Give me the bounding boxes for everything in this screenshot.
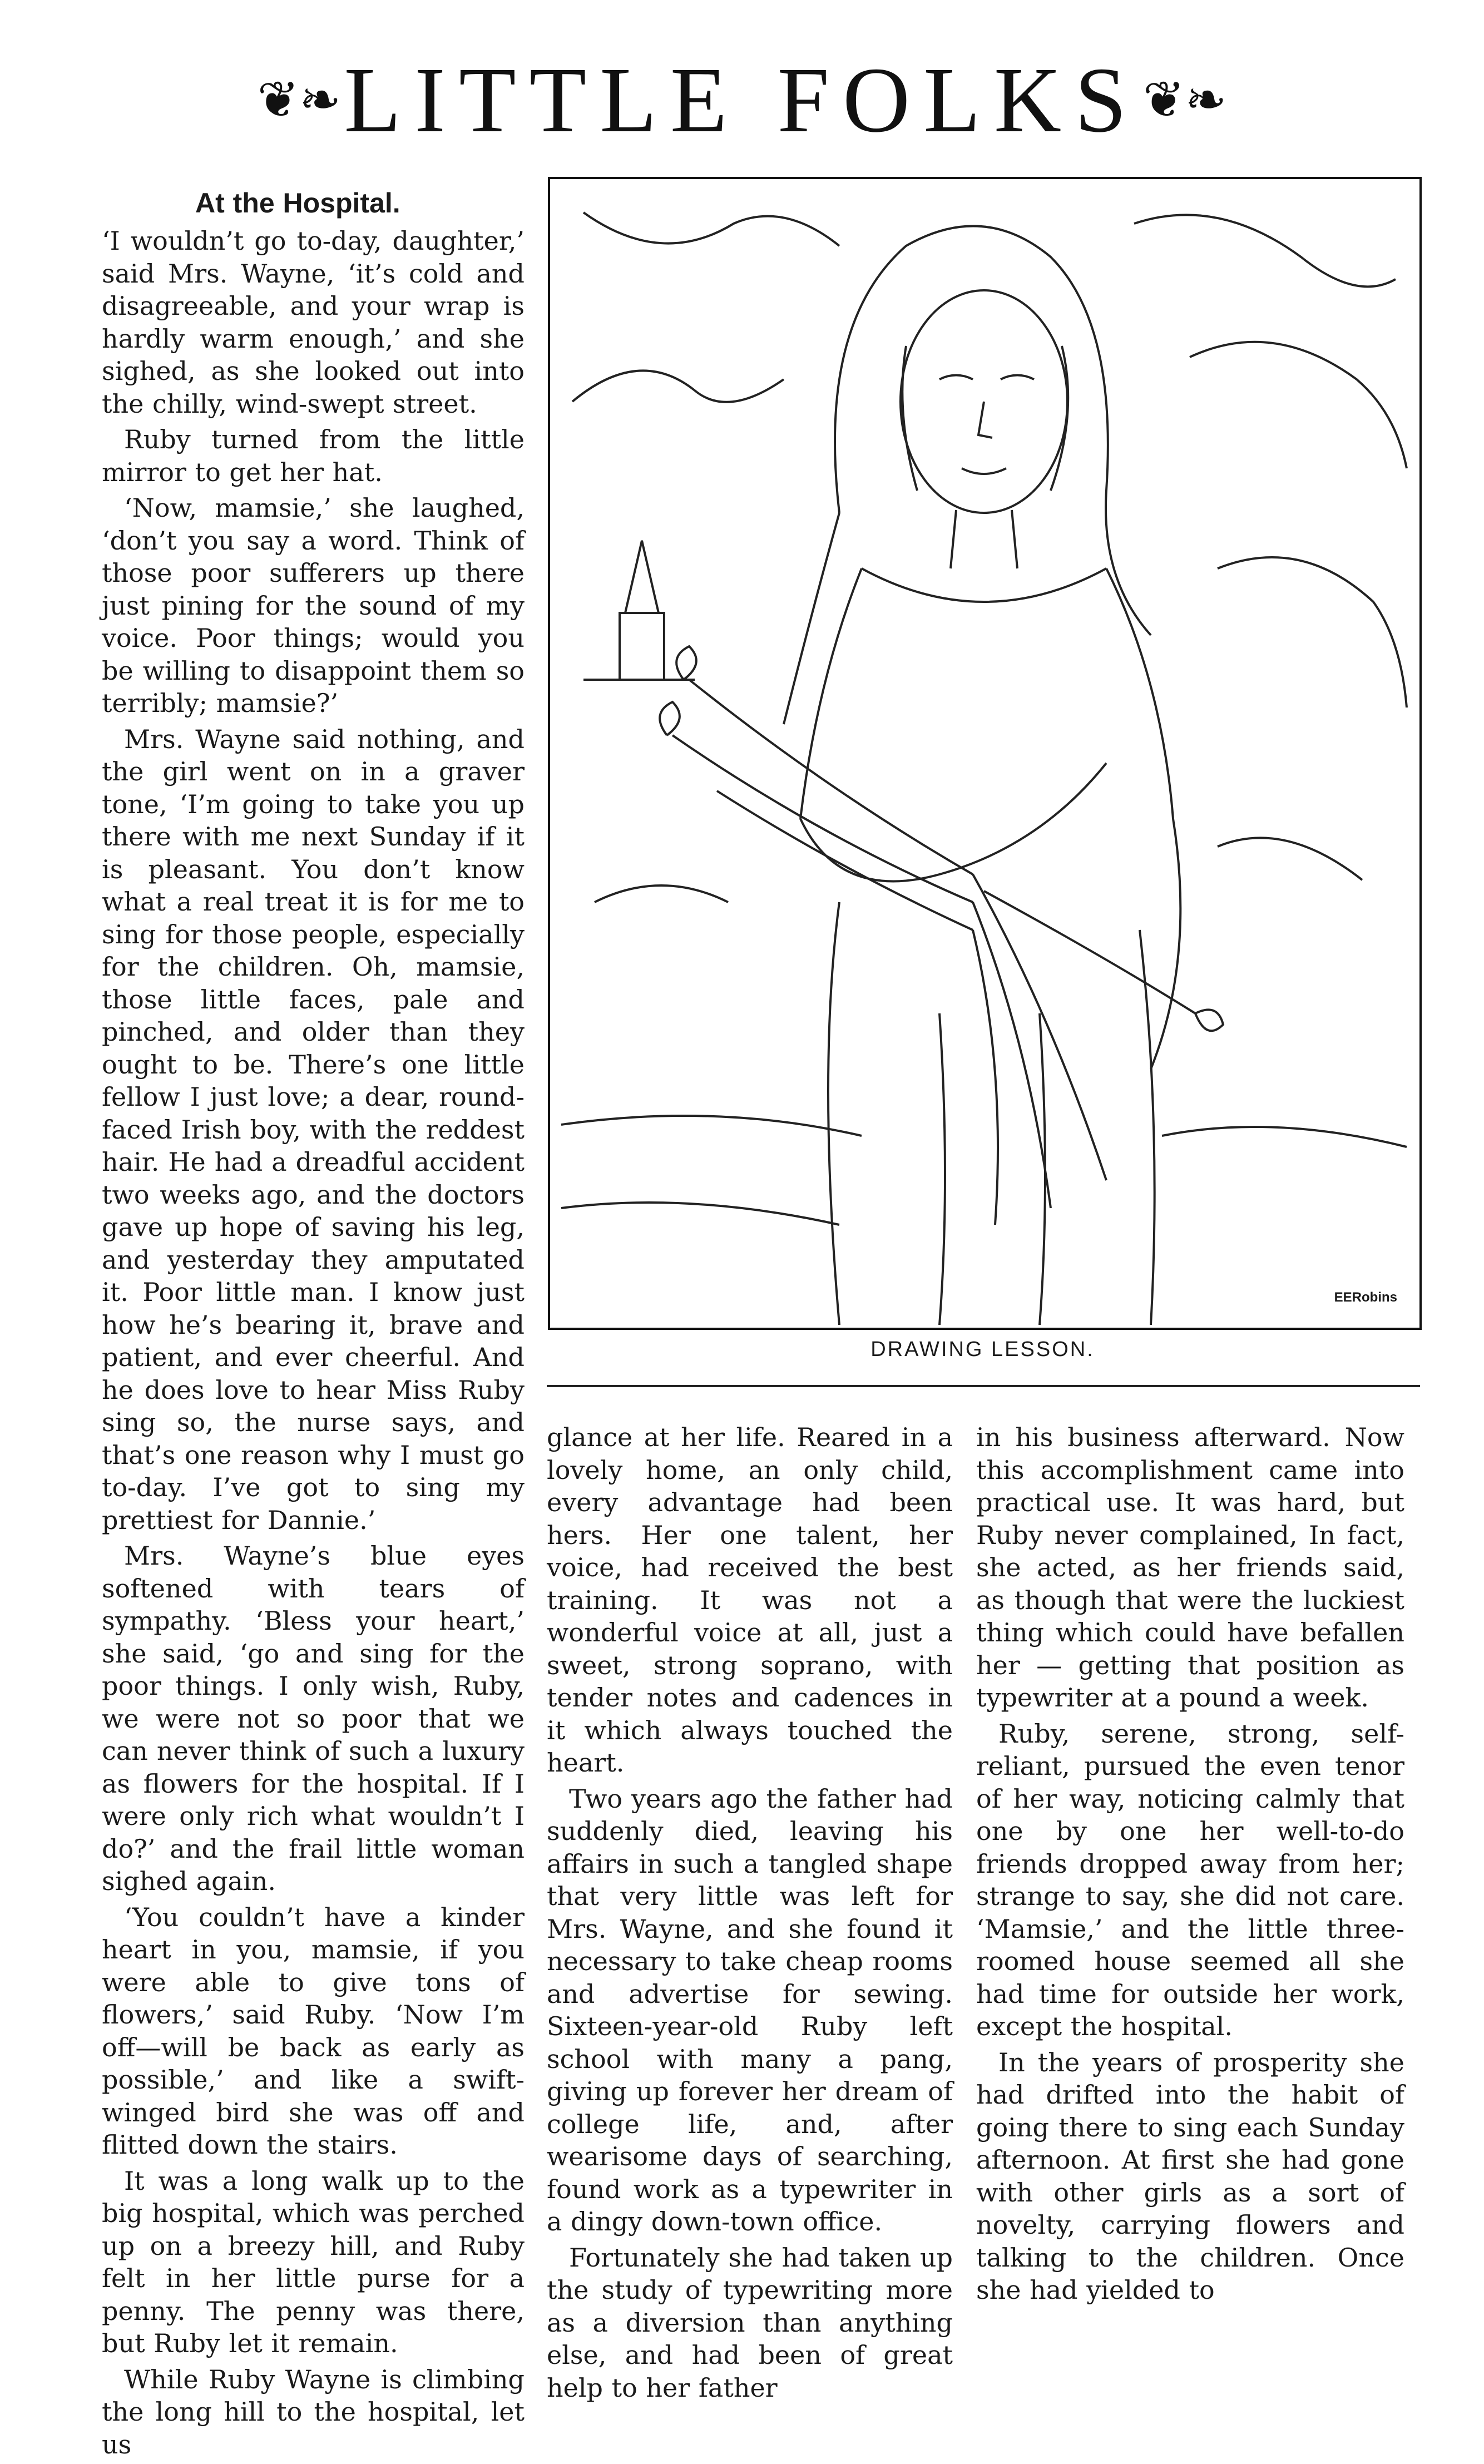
article-column-3: [976, 1421, 1404, 2310]
paragraph: Mrs. Wayne’s blue eyes softened with tears of sympathy. ‘Bless your heart,’ she said, ‘go and sing for the poor things. I only wish, Ruby, we were not so poor that we can never think of such a luxury as flowers for the hospital. If I were only rich what wouldn’t I do?’ and the frail little woman sighed again.: [102, 1541, 525, 1896]
paragraph: While Ruby Wayne is climbing the long hill to the hospital, let us: [102, 2364, 525, 2460]
illustrator-signature: EERobins: [1334, 1290, 1397, 1305]
paragraph: ‘Now, mamsie,’ she laughed, ‘don’t you say a word. Think of those poor sufferers up there just pining for the sound of my voice. Poor things; would you be willing to disappoint them so terribly; mamsie?’: [102, 493, 525, 718]
paragraph: Mrs. Wayne said nothing, and the girl went on in a graver tone, ‘I’m going to take you up there with me next Sunday if it is pleasant. You don’t know what a real treat it is for me to sing for those people, especially for the children. Oh, mamsie, those little faces, pale and pinched, and older than they ought to be. There’s one little fellow I just love; a dear, round-faced Irish boy, with the reddest hair. He had a dreadful accident two weeks ago, and the doctors gave up hope of saving his leg, and yesterday they amputated it. Poor little man. I know just how he’s bearing it, brave and patient, and ever cheerful. And he does love to hear Miss Ruby sing so, the nurse says, and that’s one reason why I must go to-day. I’ve got to sing my prettiest for Dannie.’: [102, 724, 525, 1535]
newspaper-section-title: LITTLE FOLKS: [344, 48, 1140, 152]
paragraph: glance at her life. Reared in a lovely home, an only child, every advantage had been hers. Her one talent, her voice, had received the best training. It was not a wonderful voice at all, just a sweet, strong soprano, with tender notes and cadences in it which always touched the heart.: [547, 1422, 953, 1778]
paragraph: In the years of prosperity she had drifted into the habit of going there to sing each Sunday afternoon. At first she had gone with other girls as a sort of novelty, carrying flowers and talking to the children. Once she had yielded to: [976, 2047, 1404, 2305]
ornament-left-icon: ❦❧: [257, 71, 342, 129]
paragraph: ‘I wouldn’t go to-day, daughter,’ said Mrs. Wayne, ‘it’s cold and disagreeable, and your wrap is hardly warm enough,’ and she sighed, as she looked out into the chilly, wind-swept street.: [102, 226, 525, 419]
paragraph: Ruby, serene, strong, self-reliant, pursued the even tenor of her way, noticing calmly that one by one her well-to-do friends dropped away from her; strange to say, she did not care. ‘Mamsie,’ and the little three-roomed house seemed all she had time for outside her work, except the hospital.: [976, 1718, 1404, 2041]
illustration-caption: DRAWING LESSON.: [870, 1338, 1095, 1361]
illustration-drawing: [548, 177, 1422, 1330]
masthead: [0, 44, 1484, 156]
article-heading: At the Hospital.: [195, 187, 400, 219]
paragraph: ‘You couldn’t have a kinder heart in you, mamsie, if you were able to give tons of flowers,’ said Ruby. ‘Now I’m off—will be back as early as possible,’ and like a swift-winged bird she was off and flitted down the stairs.: [102, 1902, 525, 2160]
paragraph: in his business afterward. Now this accomplishment came into practical use. It was hard, but Ruby never complained, In fact, she acted, as her friends said, as though that were the luckiest thing which could have befallen her — getting that position as typewriter at a pound a week.: [976, 1422, 1404, 1713]
paragraph: Fortunately she had taken up the study of typewriting more as a diversion than anything else, and had been of great help to her father: [547, 2242, 953, 2403]
paragraph: It was a long walk up to the big hospital, which was perched up on a breezy hill, and Ruby felt in her little purse for a penny. The penny was there, but Ruby let it remain.: [102, 2165, 525, 2358]
horizontal-rule: [547, 1385, 1420, 1387]
article-column-1: [102, 184, 525, 2464]
paragraph: Two years ago the father had suddenly died, leaving his affairs in such a tangled shape that very little was left for Mrs. Wayne, and she found it necessary to take cheap rooms and advertise for sewing. Sixteen-year-old Ruby left school with many a pang, giving up forever her dream of college life, and, after wearisome days of searching, found work as a typewriter in a dingy down-town office.: [547, 1783, 953, 2237]
girl-with-branches-illustration: [550, 179, 1419, 1328]
paragraph: Ruby turned from the little mirror to get her hat.: [102, 424, 525, 487]
ornament-right-icon: ❦❧: [1142, 71, 1227, 129]
article-column-2: [547, 1421, 953, 2407]
